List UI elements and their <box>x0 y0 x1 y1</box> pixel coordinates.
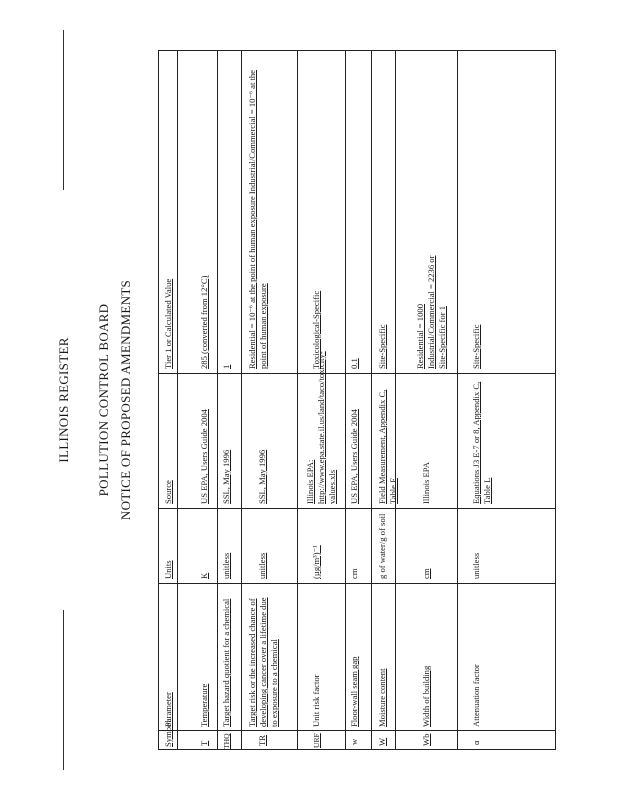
row-symbol: W <box>377 737 387 746</box>
col-header-value: Tier 1 or Calculated Value <box>163 278 173 369</box>
row-divider <box>395 51 396 749</box>
register-title: ILLINOIS REGISTER <box>56 337 71 463</box>
board-title: POLLUTION CONTROL BOARD <box>96 303 111 497</box>
col-divider <box>159 508 555 509</box>
row-parameter: Target hazard quotient for a chemical <box>221 598 231 727</box>
row-source: US EPA, Users Guide 2004 <box>199 409 209 504</box>
row-symbol: URF <box>312 733 321 748</box>
parameter-table <box>158 50 556 750</box>
row-value: 0.1 <box>349 358 359 369</box>
col-header-source: Source <box>163 480 173 504</box>
notice-title: NOTICE OF PROPOSED AMENDMENTS <box>118 279 133 521</box>
row-symbol: THQ <box>222 733 231 749</box>
row-divider <box>297 51 298 749</box>
row-divider <box>345 51 346 749</box>
row-divider <box>217 51 218 749</box>
col-divider <box>159 373 555 374</box>
row-source: Field Measurement, Appendix C, Table F <box>377 389 398 504</box>
row-value: Toxicological-Specific <box>311 290 321 369</box>
row-value: Residential = 1000 Industrial/Commercial = 2236 or Site-Specific for 1 <box>415 255 447 369</box>
row-units: cm <box>349 568 359 579</box>
row-source: SSL, May 1996 <box>221 449 231 504</box>
row-symbol: T <box>199 740 209 746</box>
row-source: Equations J3 E-7 or 8, Appendix C, Table L <box>471 381 492 504</box>
row-value: Site-Specific <box>377 324 387 369</box>
row-units: K <box>199 572 209 579</box>
header-rule-left <box>63 610 64 770</box>
row-parameter: Moisture content <box>377 668 387 727</box>
row-divider <box>457 51 458 749</box>
row-source: US EPA, Users Guide 2004 <box>349 409 359 504</box>
row-divider <box>371 51 372 749</box>
col-divider <box>159 583 555 584</box>
row-units: g of water/g of soil <box>377 513 387 579</box>
row-value: Residential = 10⁻⁶ at the point of human exposure Industrial/Commercial = 10⁻⁶ at the point of human exposure <box>247 70 268 369</box>
row-units: unitless <box>257 552 267 579</box>
row-value: Site-Specific <box>471 324 481 369</box>
row-parameter: Unit risk factor <box>311 674 321 727</box>
row-source: Illinois EPA <box>421 462 431 504</box>
row-parameter: Width of building <box>421 665 431 727</box>
row-source: SSL, May 1996 <box>257 449 267 504</box>
row-value: 285 (converted from 12°C) <box>199 275 209 369</box>
row-symbol: TR <box>257 735 267 746</box>
header-rule-right <box>63 30 64 190</box>
row-units: unitless <box>221 552 231 579</box>
row-parameter: Floor-wall seam gap <box>349 656 359 727</box>
row-parameter: Temperature <box>199 683 209 727</box>
row-units: (µg/m³)⁻¹ <box>311 545 321 579</box>
row-units: unitless <box>471 552 481 579</box>
col-header-parameter: Parameter <box>163 692 173 727</box>
row-source: Illinois EPA: http://www.epa.state.il.us/land/taco/toxicity-values.xls <box>305 351 337 504</box>
row-symbol: w <box>349 738 359 745</box>
col-header-units: Units <box>163 560 173 579</box>
col-header-symbol: Symbol <box>163 720 173 747</box>
row-parameter: Target risk or the increased chance of developing cancer over a lifetime due to exposure to a chemical <box>247 597 279 727</box>
col-divider <box>159 730 555 731</box>
row-value: 1 <box>221 364 231 369</box>
row-symbol: α <box>471 740 481 745</box>
row-divider <box>241 51 242 749</box>
row-divider <box>177 51 178 749</box>
row-units: cm <box>421 568 431 579</box>
row-parameter: Attenuation factor <box>471 664 481 727</box>
row-symbol: Wb <box>421 733 431 746</box>
